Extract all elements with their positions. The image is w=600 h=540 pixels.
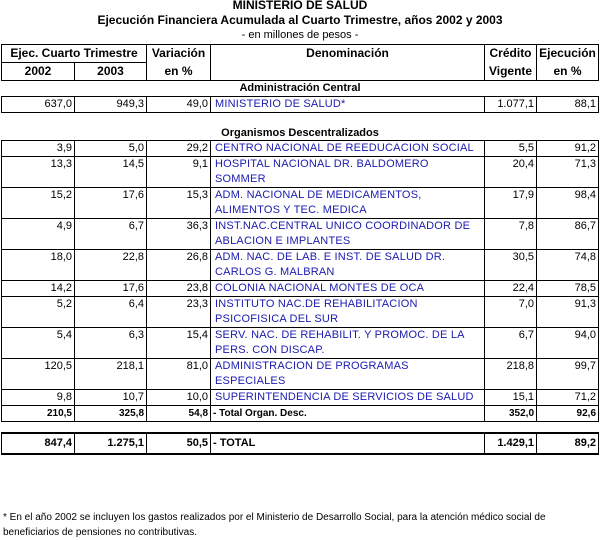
cell-credito: 15,1 (485, 390, 537, 406)
header-2003: 2003 (75, 63, 147, 81)
cell-denominacion: ADMINISTRACION DE PROGRAMAS ESPECIALES (211, 359, 485, 390)
cell-2003: 5,0 (75, 141, 147, 157)
cell-denominacion: MINISTERIO DE SALUD* (211, 97, 485, 113)
spacer (2, 113, 599, 127)
cell-denominacion: ADM. NAC. DE LAB. E INST. DE SALUD DR. CARLOS G. MALBRAN (211, 250, 485, 281)
table-row (2, 390, 599, 406)
cell-credito: 22,4 (485, 281, 537, 297)
total-label: - TOTAL (211, 433, 485, 454)
cell-variacion: 81,0 (147, 359, 211, 390)
cell-2002: 15,2 (2, 188, 75, 219)
cell-credito: 17,9 (485, 188, 537, 219)
cell-variacion: 15,3 (147, 188, 211, 219)
section-central (2, 81, 599, 141)
cell-variacion: 36,3 (147, 219, 211, 250)
cell-credito: 218,8 (485, 359, 537, 390)
subtotal-2002: 210,5 (2, 406, 75, 422)
cell-2002: 9,8 (2, 390, 75, 406)
cell-credito: 5,5 (485, 141, 537, 157)
table-row (2, 97, 599, 113)
table-row (2, 359, 599, 390)
cell-ejecucion: 86,7 (537, 219, 599, 250)
cell-2003: 22,8 (75, 250, 147, 281)
cell-variacion: 15,4 (147, 328, 211, 359)
cell-2002: 13,3 (2, 157, 75, 188)
header-ejecucion: Ejecución (537, 45, 599, 63)
cell-ejecucion: 91,3 (537, 297, 599, 328)
cell-ejecucion: 74,8 (537, 250, 599, 281)
cell-denominacion: SERV. NAC. DE REHABILIT. Y PROMOC. DE LA PERS. CON DISCAP. (211, 328, 485, 359)
table-row (2, 141, 599, 157)
header-variacion-unit: en % (147, 63, 211, 81)
cell-2002: 637,0 (2, 97, 75, 113)
cell-denominacion: ADM. NACIONAL DE MEDICAMENTOS, ALIMENTOS Y TEC. MEDICA (211, 188, 485, 219)
cell-variacion: 10,0 (147, 390, 211, 406)
cell-variacion: 23,3 (147, 297, 211, 328)
cell-credito: 6,7 (485, 328, 537, 359)
cell-denominacion: HOSPITAL NACIONAL DR. BALDOMERO SOMMER (211, 157, 485, 188)
cell-credito: 30,5 (485, 250, 537, 281)
execution-table (1, 44, 599, 455)
cell-2002: 18,0 (2, 250, 75, 281)
total-credito: 1.429,1 (485, 433, 537, 454)
cell-ejecucion: 71,2 (537, 390, 599, 406)
cell-ejecucion: 78,5 (537, 281, 599, 297)
table-row (2, 188, 599, 219)
cell-ejecucion: 99,7 (537, 359, 599, 390)
table-header (2, 45, 599, 81)
cell-credito: 7,0 (485, 297, 537, 328)
cell-2003: 17,6 (75, 188, 147, 219)
cell-denominacion: INSTITUTO NAC.DE REHABILITACION PSICOFISICA DEL SUR (211, 297, 485, 328)
unit-note: - en millones de pesos - (241, 29, 359, 41)
cell-ejecucion: 98,4 (537, 188, 599, 219)
cell-ejecucion: 88,1 (537, 97, 599, 113)
page-title: MINISTERIO DE SALUD (232, 0, 368, 12)
total-ejecucion: 89,2 (537, 433, 599, 454)
cell-credito: 1.077,1 (485, 97, 537, 113)
cell-variacion: 49,0 (147, 97, 211, 113)
header-variacion: Variación (147, 45, 211, 63)
cell-2003: 949,3 (75, 97, 147, 113)
cell-ejecucion: 71,3 (537, 157, 599, 188)
cell-2003: 6,3 (75, 328, 147, 359)
cell-variacion: 23,8 (147, 281, 211, 297)
total-row (2, 433, 599, 454)
page-subtitle: Ejecución Financiera Acumulada al Cuarto Trimestre, años 2002 y 2003 (97, 13, 503, 27)
cell-2002: 3,9 (2, 141, 75, 157)
cell-credito: 20,4 (485, 157, 537, 188)
cell-credito: 7,8 (485, 219, 537, 250)
cell-2003: 14,5 (75, 157, 147, 188)
cell-2003: 10,7 (75, 390, 147, 406)
cell-2002: 4,9 (2, 219, 75, 250)
footnote: * En el año 2002 se incluyen los gastos realizados por el Ministerio de Desarrollo Social, para la atención médico social de beneficiarios de pensiones no contributivas. (3, 512, 546, 538)
header-denominacion: Denominación (211, 45, 485, 81)
total-variacion: 50,5 (147, 433, 211, 454)
spacer (2, 422, 599, 434)
subtotal-label: - Total Organ. Desc. (211, 406, 485, 422)
cell-denominacion: INST.NAC.CENTRAL UNICO COORDINADOR DE ABLACION E IMPLANTES (211, 219, 485, 250)
cell-denominacion: SUPERINTENDENCIA DE SERVICIOS DE SALUD (211, 390, 485, 406)
section-title-desc: Organismos Descentralizados (221, 127, 379, 139)
subtotal-2003: 325,8 (75, 406, 147, 422)
cell-2003: 218,1 (75, 359, 147, 390)
header-2002: 2002 (2, 63, 75, 81)
header-ejec: Ejec. Cuarto Trimestre (2, 45, 147, 63)
table-row (2, 157, 599, 188)
table-row (2, 250, 599, 281)
table-row (2, 281, 599, 297)
cell-2003: 6,4 (75, 297, 147, 328)
table-row (2, 219, 599, 250)
cell-2003: 17,6 (75, 281, 147, 297)
total-2002: 847,4 (2, 433, 75, 454)
cell-2002: 14,2 (2, 281, 75, 297)
cell-2002: 120,5 (2, 359, 75, 390)
subtotal-variacion: 54,8 (147, 406, 211, 422)
cell-denominacion: COLONIA NACIONAL MONTES DE OCA (211, 281, 485, 297)
subtotal-ejecucion: 92,6 (537, 406, 599, 422)
cell-2002: 5,2 (2, 297, 75, 328)
cell-2002: 5,4 (2, 328, 75, 359)
subtotal-credito: 352,0 (485, 406, 537, 422)
header-ejecucion-unit: en % (537, 63, 599, 81)
table-row (2, 328, 599, 359)
cell-ejecucion: 91,2 (537, 141, 599, 157)
header-credito: Crédito (485, 45, 537, 63)
cell-variacion: 26,8 (147, 250, 211, 281)
total-2003: 1.275,1 (75, 433, 147, 454)
cell-variacion: 9,1 (147, 157, 211, 188)
cell-ejecucion: 94,0 (537, 328, 599, 359)
cell-2003: 6,7 (75, 219, 147, 250)
subtotal-row (2, 406, 599, 422)
header-credito-vigente: Vigente (485, 63, 537, 81)
section-title-central: Administración Central (239, 82, 361, 94)
section-descentralizados (2, 141, 599, 455)
cell-denominacion: CENTRO NACIONAL DE REEDUCACION SOCIAL (211, 141, 485, 157)
cell-variacion: 29,2 (147, 141, 211, 157)
table-row (2, 297, 599, 328)
